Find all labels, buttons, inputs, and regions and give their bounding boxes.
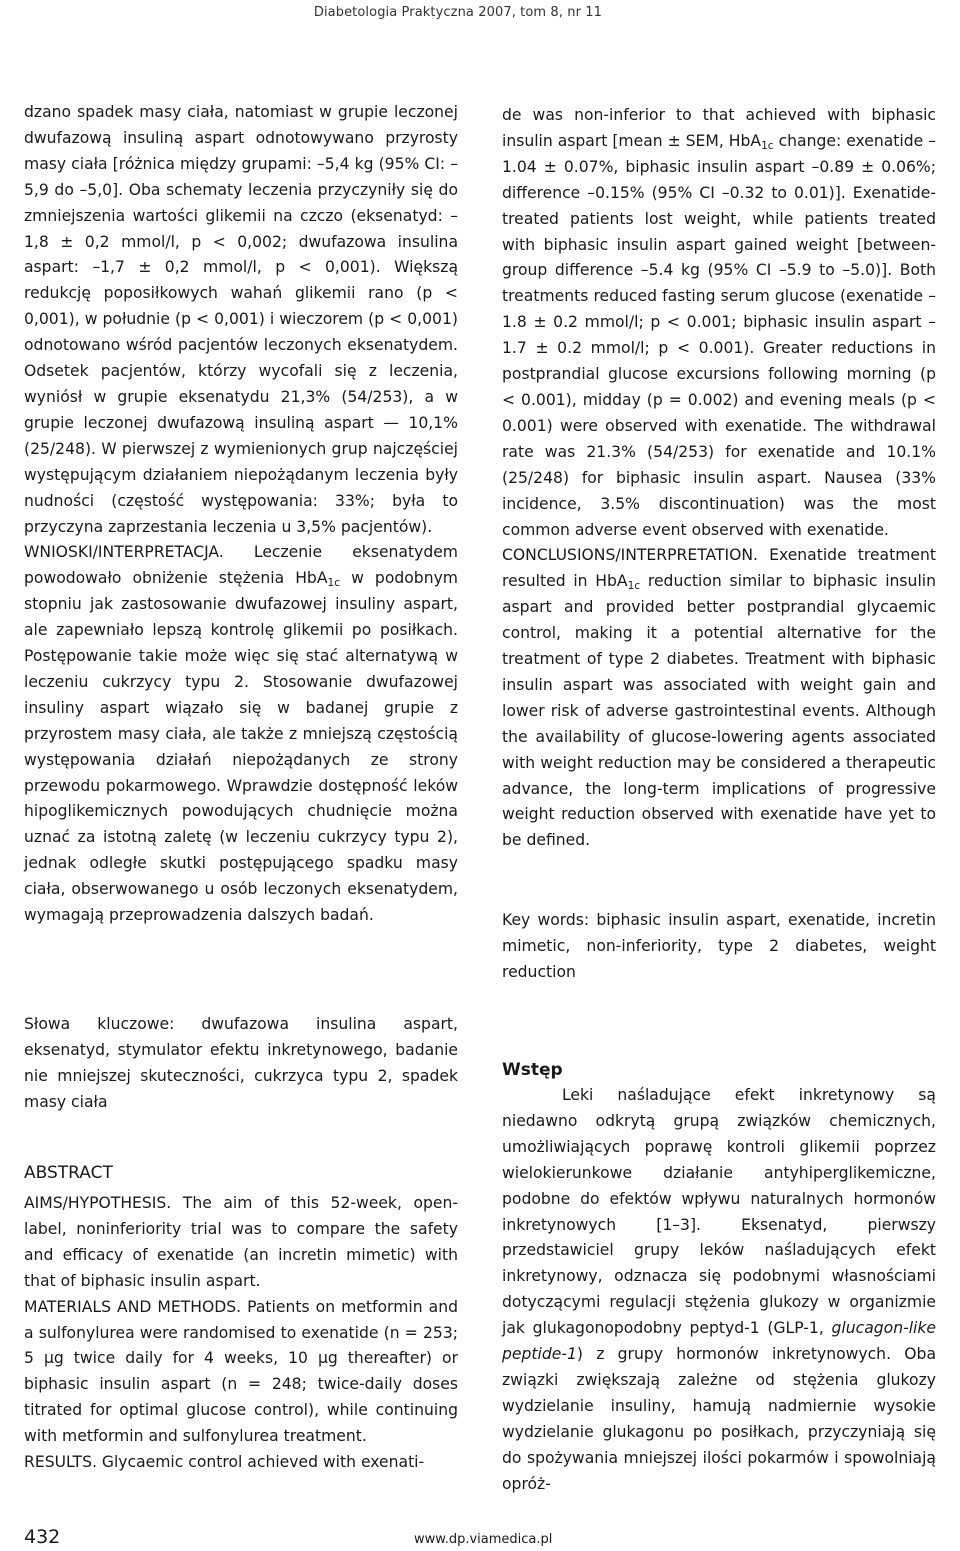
conclusions-pl-text-a: Leczenie eksenatydem powodowało obniżenie stężenia HbA [24, 543, 458, 588]
abstract-english-continued [502, 103, 936, 854]
intro-body [502, 1083, 936, 1498]
footer-url: www.dp.viamedica.pl [414, 1532, 553, 1547]
keywords-english [502, 908, 936, 986]
intro-title: Wstęp [502, 1060, 563, 1080]
abstract-polish-continued [24, 100, 458, 929]
abstract-pl-text: dzano spadek masy ciała, natomiast w grupie leczonej dwufazową insuliną aspart odnotowywano przyrosty masy ciała [różnica między grupami: –5,4 kg (95% CI: –5,9 do –5,0]. Oba schematy leczenia przyczyniły się do zmniejszenia wartości glikemii na czczo (eksenatyd: –1,8 ± 0,2 mmol/l, p < 0,002; dwufazowa insulina aspart: –1,7 ± 0,2 mmol/l, p < 0,001). Większą redukcję poposiłkowych wahań glikemii rano (p < 0,001), w południe (p < 0,001) i wieczorem (p < 0,001) odnotowano wśród pacjentów leczonych eksenatydem. Odsetek pacjentów, którzy wycofali się z leczenia, wyniósł w grupie eksenatydu 21,3% (54/253), a w grupie leczonej dwufazową insuliną aspart — 10,1% (25/248). W pierwszej z wymienionych grup najczęściej występującym działaniem niepożądanym leczenia były nudności (częstość występowania: 33%; była to przyczyna zaprzestania leczenia u 3,5% pacjentów). [24, 103, 458, 536]
aims-heading: AIMS/HYPOTHESIS. [24, 1194, 172, 1212]
results-text: Glycaemic control achieved with exenati- [96, 1453, 425, 1472]
methods-heading: MATERIALS AND METHODS. [24, 1297, 242, 1316]
conclusions-pl-heading: WNIOSKI/INTERPRETACJA. [24, 543, 224, 562]
aims-text: The aim of this 52-week, open-label, noninferiority trial was to compare the safety and efficacy of exenatide (an incretin mimetic) with that of biphasic insulin aspart. [24, 1194, 458, 1290]
intro-text-italic: glucagon-like peptide-1 [502, 1319, 936, 1364]
conclusions-en-heading: CONCLUSIONS/INTERPRETATION. [502, 546, 758, 565]
hba1c-subscript: 1c [627, 580, 641, 593]
conclusions-en-text-b: reduction similar to biphasic insulin aspart and provided better postprandial glycaemic control, making it a potential alternative for the treatment of type 2 diabetes. Treatment with biphasic insulin aspart was associated with weight gain and lower risk of adverse gastrointestinal events. Although the availability of glucose-lowering agents associated with weight reduction may be considered a therapeutic advance, the long-term implications of progressive weight reduction observed with exenatide have yet to be defined. [502, 572, 936, 850]
conclusions-en-text-a: Exenatide treatment resulted in HbA [502, 546, 936, 591]
hba1c-subscript: 1c [327, 577, 341, 590]
keywords-en-text: Key words: biphasic insulin aspart, exenatide, incretin mimetic, non-inferiority, type 2 diabetes, weight reduction [502, 911, 936, 981]
intro-text-b: ) z grupy hormonów inkretynowych. Oba związki zwiększają zależne od stężenia glukozy wydzielanie insuliny, hamują nadmiernie wysokie wydzielanie glukagonu po posiłkach, przyczyniają się do spożywania mniejszej ilości pokarmów i spowolniają opróż- [502, 1345, 936, 1493]
results-cont-text-a: de was non-inferior to that achieved with biphasic insulin aspart [mean ± SEM, HbA [502, 106, 936, 150]
keywords-pl-text: Słowa kluczowe: dwufazowa insulina aspart, eksenatyd, stymulator efektu inkretynowego, badanie nie mniejszej skuteczności, cukrzyca typu 2, spadek masy ciała [24, 1015, 458, 1111]
intro-text-a: Leki naśladujące efekt inkretynowy są niedawno odkrytą grupą związków chemicznych, umożliwiających poprawę kontroli glikemii poprzez wielokierunkowe działanie antyhiperglikemiczne, podobne do efektów wpływu naturalnych hormonów inkretynowych [1–3]. Eksenatyd, pierwszy przedstawiciel grupy leków naśladujących efekt inkretynowy, odznacza się podobnymi własnościami dotyczącymi regulacji stężenia glukozy w organizmie jak glukagonopodobny peptyd-1 (GLP-1, [502, 1086, 936, 1338]
results-heading: RESULTS. [24, 1453, 97, 1472]
hba1c-subscript: 1c [761, 140, 774, 153]
methods-text: Patients on metformin and a sulfonylurea were randomised to exenatide (n = 253; 5 μg twice daily for 4 weeks, 10 μg thereafter) or biphasic insulin aspart (n = 248; twice-daily doses titrated for optimal glucose control), while continuing with metformin and sulfonylurea treatment. [24, 1297, 458, 1446]
keywords-polish [24, 1012, 458, 1116]
results-cont-text-b: change: exenatide –1.04 ± 0.07%, biphasic insulin aspart –0.89 ± 0.06%; difference –0.15% (95% CI –0.32 to 0.01)]. Exenatide-treated patients lost weight, while patients treated with biphasic insulin aspart gained weight [between-group difference –5.4 kg (95% CI –5.9 to –5.0)]. Both treatments reduced fasting serum glucose (exenatide –1.8 ± 0.2 mmol/l; p < 0.001; biphasic insulin aspart –1.7 ± 0.2 mmol/l; p < 0.001). Greater reductions in postprandial glucose excursions following morning (p < 0.001), midday (p = 0.002) and evening meals (p < 0.001) were observed with exenatide. The withdrawal rate was 21.3% (54/253) for exenatide and 10.1% (25/248) for biphasic insulin aspart. Nausea (33% incidence, 3.5% discontinuation) was the most common adverse event observed with exenatide. [502, 131, 936, 539]
page-number: 432 [24, 1526, 61, 1548]
abstract-title: ABSTRACT [24, 1163, 113, 1183]
abstract-english [24, 1191, 458, 1476]
conclusions-pl-text-b: w podobnym stopniu jak zastosowanie dwufazowej insuliny aspart, ale zapewniało lepszą kontrolę glikemii po posiłkach. Postępowanie takie może więc się stać alternatywą w leczeniu cukrzycy typu 2. Stosowanie dwufazowej insuliny aspart wiązało się w badanej grupie z przyrostem masy ciała, ale także z mniejszą częstością występowania działań niepożądanych ze strony przewodu pokarmowego. Wprawdzie dostępność leków hipoglikemicznych powodujących chudnięcie można uznać za istotną zaletę (w leczeniu cukrzycy typu 2), jednak odległe skutki postępującego spadku masy ciała, obserwowanego u osób leczonych eksenatydem, wymagają przeprowadzenia dalszych badań. [24, 569, 458, 925]
running-title: Diabetologia Praktyczna 2007, tom 8, nr 11 [313, 5, 602, 20]
